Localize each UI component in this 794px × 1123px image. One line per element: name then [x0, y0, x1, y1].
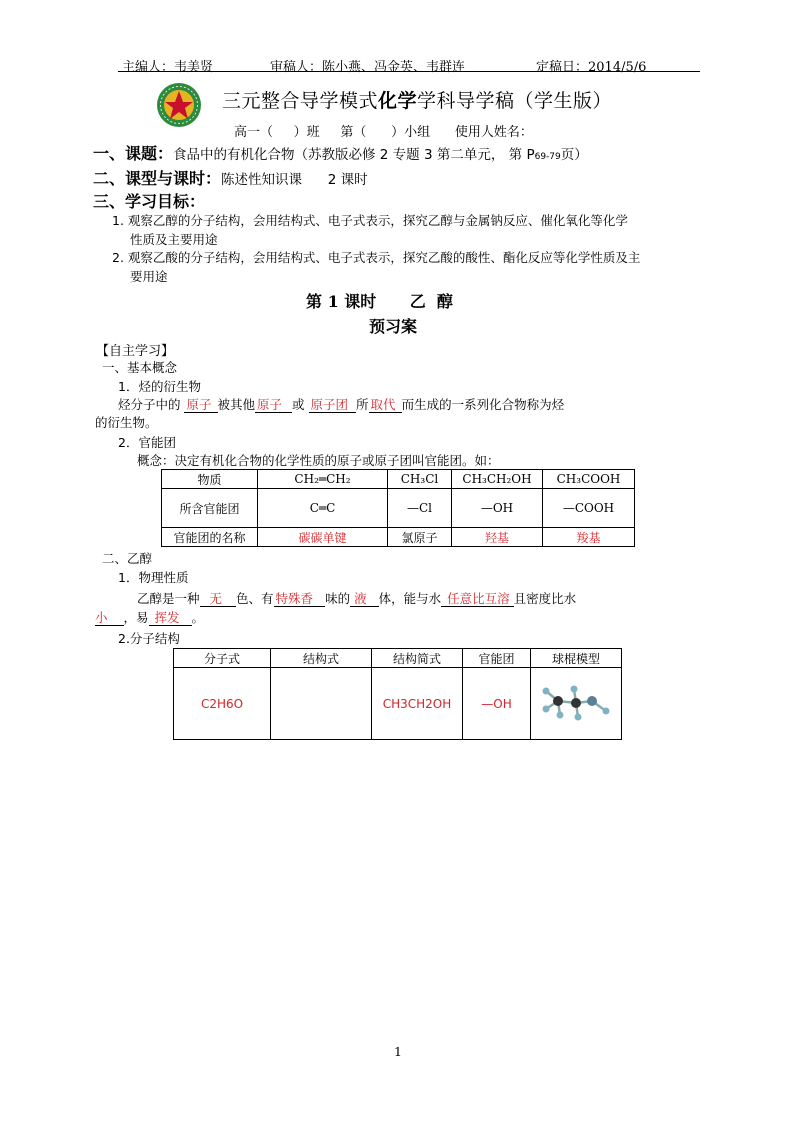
p1-1-fill-cont: 的衍生物。 [95, 415, 158, 430]
cell-group-name: 氯原子 [388, 528, 452, 547]
cell-group-name: 羧基 [543, 528, 635, 547]
goal-1: 1. 观察乙醇的分子结构，会用结构式、电子式表示，探究乙醇与金属钠反应、催化氧化等化学 性质及主要用途 [112, 213, 628, 247]
lesson-heading: 第 1 课时 乙 醇 [306, 292, 453, 311]
cell-substance: CH₂═CH₂ [258, 470, 388, 489]
p2-1-heading: 1．物理性质 [118, 570, 189, 585]
section-type: 二、课型与课时：陈述性知识课 2 课时 [93, 169, 368, 188]
col-header: 结构简式 [372, 649, 463, 668]
section-goals: 三、学习目标： [93, 192, 206, 211]
lesson-subheading: 预习案 [369, 317, 418, 336]
goal-2: 2. 观察乙酸的分子结构，会用结构式、电子式表示，探究乙酸的酸性、酯化反应等化学性质及主 要用途 [112, 250, 641, 284]
cell-group-name: 碳碳单键 [258, 528, 388, 547]
ball-stick-model-icon [536, 677, 616, 727]
class-line: 高一（ ）班 第（ ）小组 使用人姓名： [234, 125, 533, 140]
header-reviewer: 审稿人：陈小燕、冯金英、韦群连 [270, 60, 466, 75]
col-header: 结构式 [271, 649, 372, 668]
cell-group: —Cl [388, 489, 452, 528]
part1-heading: 一、基本概念 [102, 360, 178, 375]
cell-group: —OH [452, 489, 543, 528]
p1-2-heading: 2．官能团 [118, 435, 176, 450]
col-header: 官能团 [463, 649, 531, 668]
col-header: 分子式 [174, 649, 271, 668]
cell-group: —COOH [543, 489, 635, 528]
cell-group-name: 羟基 [452, 528, 543, 547]
cell-substance: CH₃COOH [543, 470, 635, 489]
col-header: 球棍模型 [531, 649, 622, 668]
header-date: 定稿日：2014/5/6 [536, 60, 647, 75]
p1-1-heading: 1．烃的衍生物 [118, 379, 201, 394]
cell-group: C═C [258, 489, 388, 528]
p2-2-heading: 2.分子结构 [118, 631, 180, 646]
cell-structural [271, 668, 372, 740]
functional-group-table [161, 469, 635, 547]
part2-heading: 二、乙醇 [102, 551, 153, 566]
header-editor: 主编人：韦美贤 [122, 60, 214, 75]
cell-substance: CH₃CH₂OH [452, 470, 543, 489]
p2-1-fill: 乙醇是一种 无 色、有 特殊香 味的 液 体，能与水 任意比互溶 且密度比水 [137, 591, 577, 606]
cell-substance: CH₃Cl [388, 470, 452, 489]
cell-group: —OH [463, 668, 531, 740]
self-study-label: 【自主学习】 [96, 344, 175, 359]
row-label: 官能团的名称 [162, 528, 258, 547]
p1-2-concept: 概念：决定有机化合物的化学性质的原子或原子团叫官能团。如： [137, 453, 500, 468]
molecular-structure-table [173, 648, 622, 740]
school-logo [156, 82, 202, 128]
page-number: 1 [394, 1044, 402, 1059]
row-label: 物质 [162, 470, 258, 489]
ball-stick-model [531, 668, 622, 740]
header-rule [118, 71, 700, 72]
page-title: 三元整合导学模式化学学科导学稿（学生版） [222, 90, 613, 112]
p1-1-fill: 烃分子中的 原子 被其他 原子 或 原子团 所 取代 而生成的一系列化合物称为烃 [118, 397, 565, 412]
row-label: 所含官能团 [162, 489, 258, 528]
section-topic: 一、课题：食品中的有机化合物（苏教版必修 2 专题 3 第二单元， 第 P69-79页） [93, 144, 588, 163]
p2-1-fill-cont: 小 ，易 挥发 。 [95, 610, 205, 625]
cell-formula: C2H6O [174, 668, 271, 740]
cell-condensed: CH3CH2OH [372, 668, 463, 740]
